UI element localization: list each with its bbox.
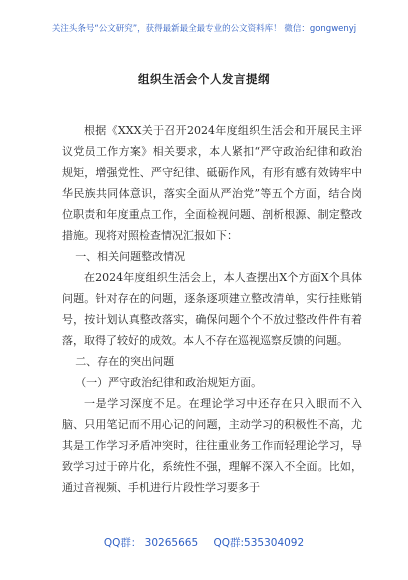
subsection-heading-1: （一）严守政治纪律和政治规矩方面。: [75, 376, 263, 389]
qq-group-2: QQ群:535304092: [213, 537, 305, 549]
problem-paragraph: 一是学习深度不足。在理论学习中还存在只入眼而不入脑、只用笔记而不用心记的问题，主动学习的积极性不高，尤其是工作学习矛盾冲突时，往往重业务工作而轻理论学习，导致学习过于碎片化，系统性不强，理解不深入不全面。比如，通过音视频、手机进行片段性学习要多于: [62, 397, 362, 494]
qq-group-1: QQ群： 30265665: [103, 537, 199, 549]
top-banner[interactable]: 关注头条号“公文研究”，获得最新最全最专业的公文资料库！ 微信：gongwenyj: [51, 24, 357, 34]
document-body: [62, 120, 362, 498]
section-heading-1: 一、相关问题整改情况: [75, 250, 186, 263]
section-heading-2: 二、存在的突出问题: [75, 355, 175, 368]
footer: [0, 535, 408, 550]
rectification-paragraph: 在2024年度组织生活会上，本人查摆出X个方面X个具体问题。针对存在的问题，逐条逐项建立整改清单，实行挂账销号，按计划认真整改落实，确保问题个个不放过整改件件有着落，取得了较好的成效。本人不存在巡视巡察反馈的问题。: [62, 271, 362, 347]
document-title: 组织生活会个人发言提纲: [138, 72, 270, 86]
intro-paragraph: 根据《XXX关于召开2024年度组织生活会和开展民主评议党员工作方案》相关要求，本人紧扣“严守政治纪律和政治规矩，增强党性、严守纪律、砥砺作风，有形有感有效铸牢中华民族共同体意识，落实全面从严治党”等五个方面，结合岗位职责和年度重点工作，全面检视问题、剖析根源、制定整改措施。现将对照检查情况汇报如下：: [62, 124, 362, 242]
